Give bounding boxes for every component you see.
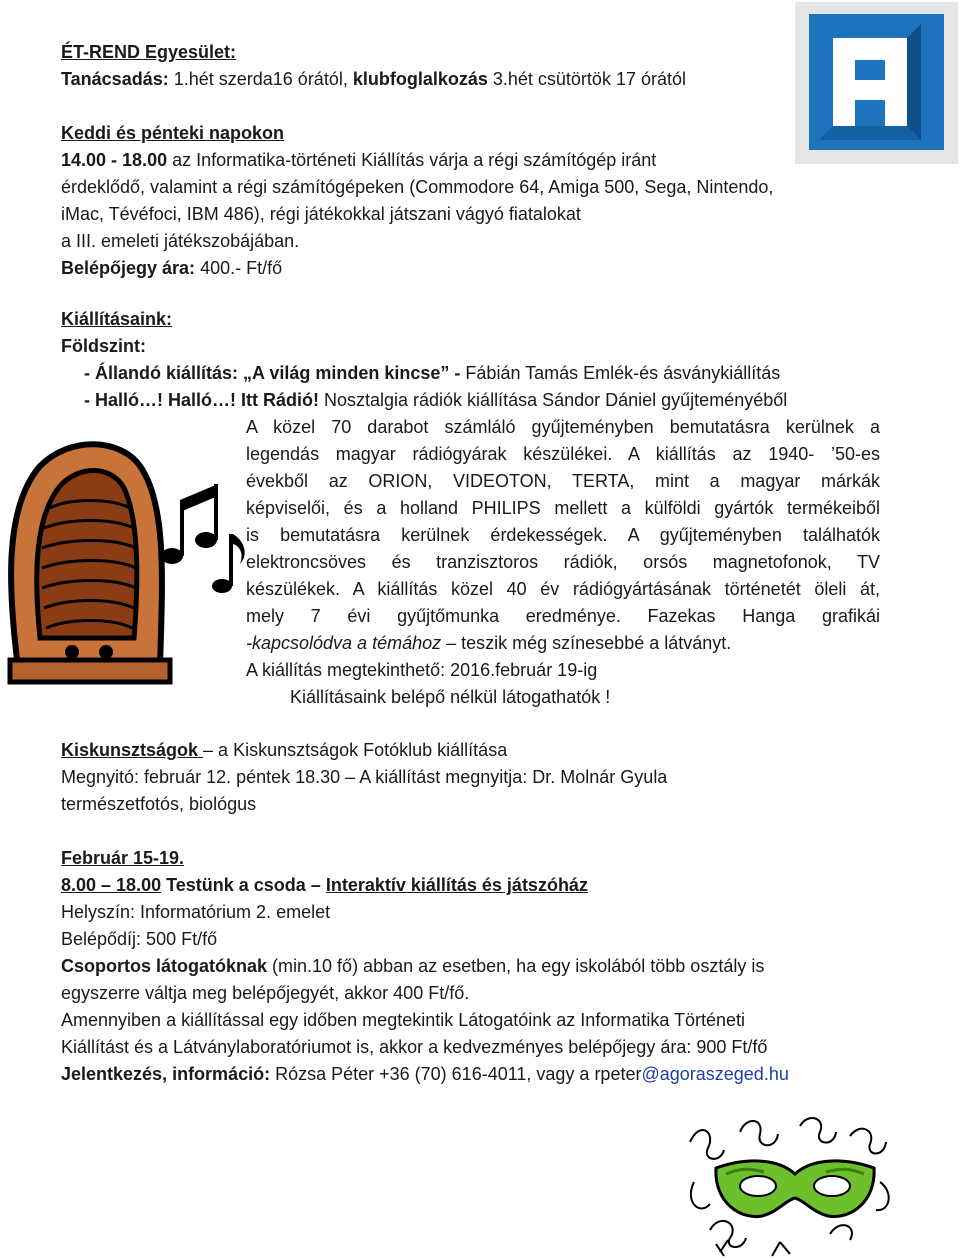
org-schedule: Tanácsadás: 1.hét szerda16 órától, klubfoglalkozás 3.hét csütörtök 17 órától (61, 69, 686, 89)
exhibition-description-line: legendás magyar rádiógyárak készülékei. A kiállítás az 1940- ’50-es (246, 444, 880, 464)
exhibition-description-line: is bemutatásra kerülnek érdekességek. A gyűjteményben találhatók (246, 525, 880, 545)
contact-line: Jelentkezés, információ: Rózsa Péter +36 (70) 616-4011, vagy a rpeter@agoraszeged.hu (61, 1064, 789, 1084)
email-link[interactable]: @agoraszeged.hu (641, 1064, 789, 1084)
schedule-line: a III. emeleti játékszobájában. (61, 231, 300, 251)
exhibition-description-line: A közel 70 darabot számláló gyűjteményben bemutatásra kerülnek a (246, 417, 880, 437)
schedule-line: érdeklődő, valamint a régi számítógépeken (Commodore 64, Amiga 500, Sega, Nintendo, (61, 177, 774, 197)
group-visitors: Csoportos látogatóknak (min.10 fő) abban az esetben, ha egy iskolából több osztály is (61, 956, 765, 976)
kiskun-opening: Megnyitó: február 12. péntek 18.30 – A kiállítást megnyitja: Dr. Molnár Gyula (61, 767, 668, 787)
february-date: Február 15-19. (61, 848, 185, 868)
price-line: Belépőjegy ára: 400.- Ft/fő (61, 258, 283, 278)
combo-offer: Amennyiben a kiállítással egy időben megtekintik Látogatóink az Informatika Történeti (61, 1010, 746, 1030)
exhibition-description-line: évekből az ORION, VIDEOTON, TERTA, mint a magyar márkák (246, 471, 880, 491)
exhibition-item: - Halló…! Halló…! Itt Rádió! Nosztalgia rádiók kiállítása Sándor Dániel gyűjteményéből (84, 390, 788, 410)
exhibition-item: - Állandó kiállítás: „A világ minden kincse” - Fábián Tamás Emlék-és ásványkiállítás (84, 363, 781, 383)
february-venue: Helyszín: Informatórium 2. emelet (61, 902, 331, 922)
combo-offer: Kiállítást és a Látványlaboratóriumot is, akkor a kedvezményes belépőjegy ára: 900 Ft/fő (61, 1037, 768, 1057)
exhibition-description-line: készülékek. A kiállítás közel 40 év rádiógyártásának történetét öleli át, (246, 579, 880, 599)
schedule-heading: Keddi és pénteki napokon (61, 123, 285, 143)
exhibition-description-line: -kapcsolódva a témához – teszik még színesebbé a látványt. (246, 633, 732, 653)
kiskun-title: Kiskunsztságok – a Kiskunsztságok Fotóklub kiállítása (61, 740, 508, 760)
group-visitors: egyszerre váltja meg belépőjegyét, akkor 400 Ft/fő. (61, 983, 470, 1003)
schedule-line: 14.00 - 18.00 az Informatika-történeti Kiállítás várja a régi számítógép iránt (61, 150, 657, 170)
agora-logo-icon (795, 2, 958, 164)
kiskun-opening: természetfotós, biológus (61, 794, 257, 814)
carnival-mask-icon (680, 1112, 910, 1257)
floor-label: Földszint: (61, 336, 146, 356)
exhibition-description-line: elektroncsöves és tranzisztoros rádiók, orsós magnetofonok, TV (246, 552, 880, 572)
viewable-until: A kiállítás megtekinthető: 2016.február 19-ig (246, 660, 598, 680)
february-fee: Belépődíj: 500 Ft/fő (61, 929, 218, 949)
schedule-line: iMac, Tévéfoci, IBM 486), régi játékokkal játszani vágyó fiatalokat (61, 204, 581, 224)
exhibition-description-line: képviselői, és a holland PHILIPS mellett a külföldi gyártók termékeiből (246, 498, 880, 518)
exhibition-description-line: mely 7 évi gyűjtőmunka eredménye. Fazekas Hanga grafikái (246, 606, 880, 626)
february-title: 8.00 – 18.00 Testünk a csoda – Interaktív kiállítás és játszóház (61, 875, 588, 895)
exhibitions-heading: Kiállításaink: (61, 309, 173, 329)
org-name: ÉT-REND Egyesület: (61, 42, 237, 62)
vintage-radio-icon (0, 438, 250, 688)
free-entry-note: Kiállításaink belépő nélkül látogathatók ! (290, 687, 611, 707)
